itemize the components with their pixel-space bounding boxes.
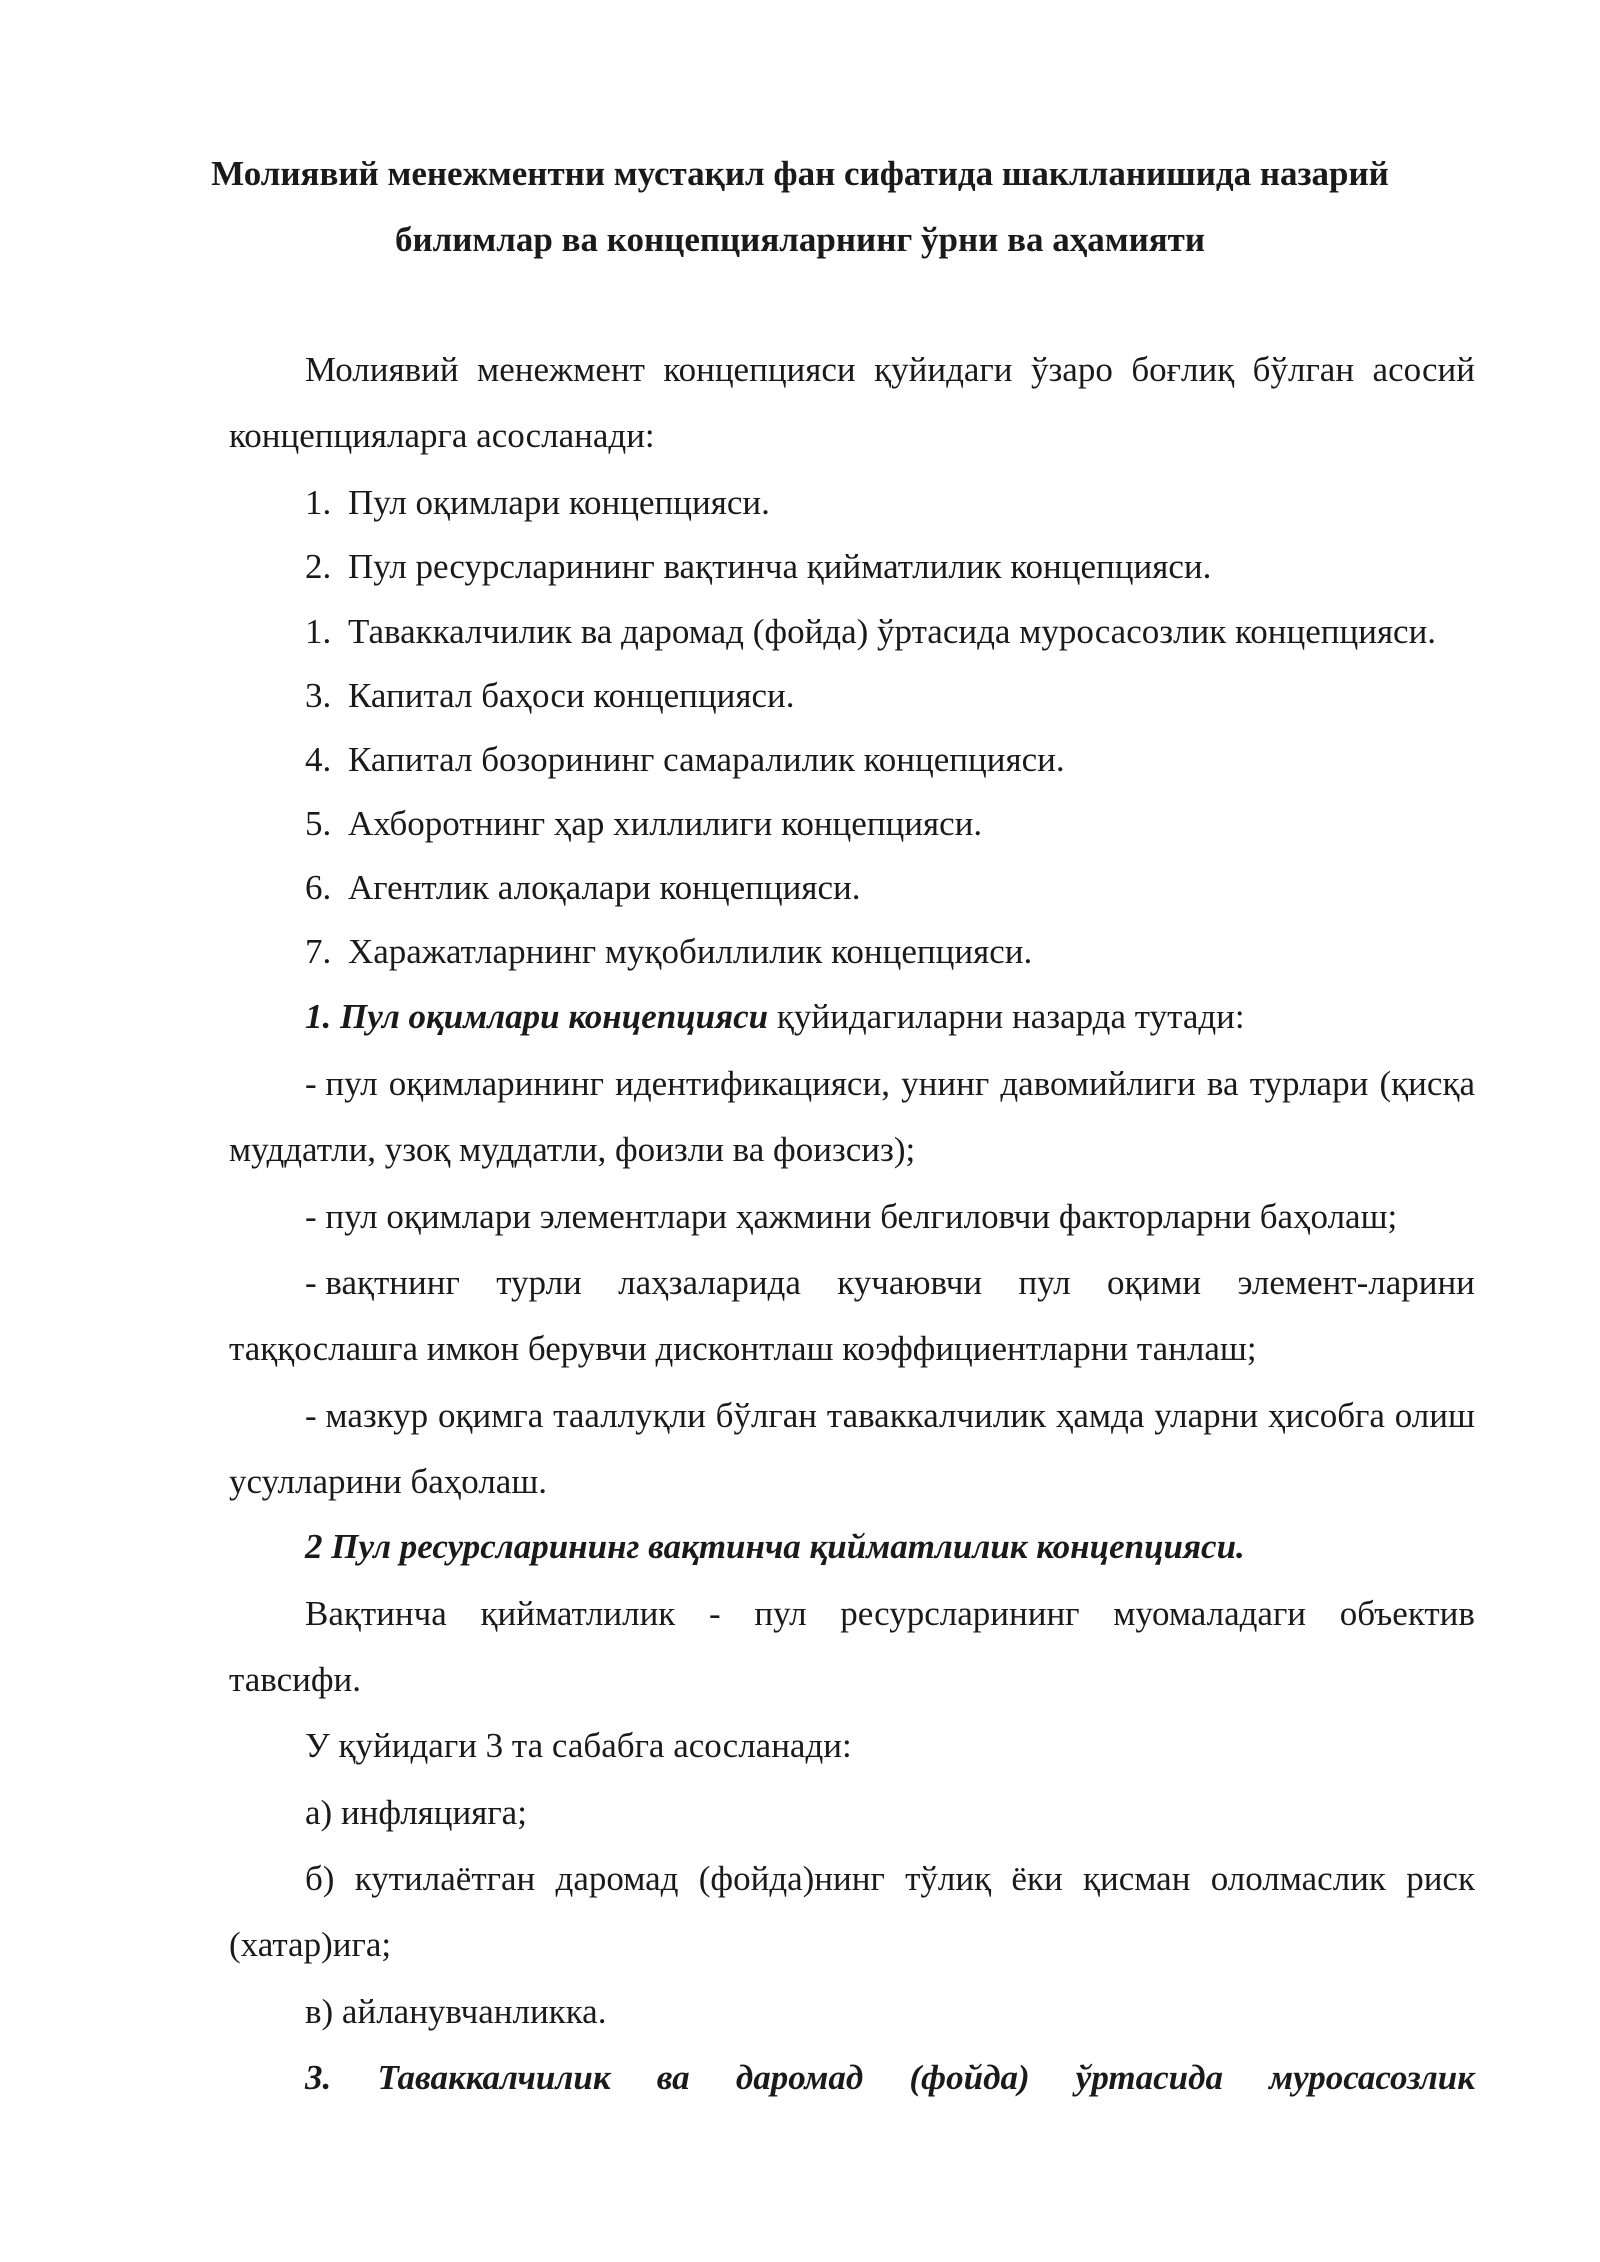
word: - bbox=[709, 1594, 721, 1633]
word: ҳисобга bbox=[1267, 1396, 1385, 1435]
word: - пул bbox=[305, 1064, 378, 1103]
word: асосий bbox=[1372, 350, 1475, 389]
list-item-text: Пул оқимлари концепцияси. bbox=[348, 483, 770, 522]
list-item-number: 2. bbox=[305, 547, 332, 586]
word: ва bbox=[656, 2058, 690, 2097]
word: концепцияси bbox=[663, 350, 856, 389]
section-2-paragraph-1-line-2: тавсифи. bbox=[229, 1660, 362, 1699]
list-item-text: Ахборотнинг ҳар хиллилиги концепцияси. bbox=[348, 804, 983, 843]
intro-paragraph-line-1 bbox=[305, 348, 1475, 392]
word: бўлган bbox=[1252, 350, 1355, 389]
word: пул bbox=[754, 1594, 807, 1633]
section-3-heading bbox=[305, 2056, 1475, 2100]
word: кутилаётган bbox=[354, 1859, 536, 1898]
section-1-item-4-line-2: усулларини баҳолаш. bbox=[229, 1462, 548, 1501]
word: давомийлиги bbox=[1000, 1064, 1196, 1103]
document-title-line-1: Молиявий менежментни мустақил фан сифатида шаклланишида назарий bbox=[211, 154, 1389, 193]
word: даромад bbox=[735, 2058, 864, 2097]
word: тўлиқ bbox=[905, 1859, 992, 1898]
section-2-heading: 2 Пул ресурсларининг вақтинча қийматлилик концепцияси. bbox=[305, 1527, 1245, 1566]
word: даромад bbox=[555, 1859, 679, 1898]
word: ва bbox=[1206, 1064, 1239, 1103]
section-1-heading-bold: 1. Пул оқимлари концепцияси bbox=[305, 997, 769, 1036]
list-item bbox=[305, 610, 1436, 654]
intro-paragraph-line-2: концепцияларга асосланади: bbox=[229, 416, 655, 455]
word: ўзаро bbox=[1030, 350, 1113, 389]
word: (фойда)нинг bbox=[698, 1859, 885, 1898]
section-2-item-b-line-1 bbox=[305, 1857, 1475, 1901]
list-item-number: 6. bbox=[305, 868, 332, 907]
word: идентификацияси, bbox=[615, 1064, 890, 1103]
word: Вақтинча bbox=[305, 1594, 447, 1633]
word: 3. bbox=[305, 2058, 332, 2097]
section-1-item-2: - пул оқимлари элементлари ҳажмини белгиловчи факторларни баҳолаш; bbox=[305, 1197, 1398, 1236]
word: таваккалчилик bbox=[826, 1396, 1047, 1435]
word: пул bbox=[1018, 1263, 1071, 1302]
section-2-item-b-line-2: (хатар)ига; bbox=[229, 1925, 392, 1964]
list-item-text: Пул ресурсларининг вақтинча қийматлилик концепцияси. bbox=[348, 547, 1212, 586]
word: (фойда) bbox=[909, 2058, 1030, 2097]
list-item bbox=[305, 545, 1211, 589]
word: (қисқа bbox=[1379, 1064, 1475, 1103]
word: тааллуқли bbox=[553, 1396, 706, 1435]
list-item bbox=[305, 738, 1065, 782]
word: қийматлилик bbox=[480, 1594, 676, 1633]
word: турли bbox=[496, 1263, 582, 1302]
word: Молиявий bbox=[305, 350, 459, 389]
list-item bbox=[305, 866, 860, 910]
word: қуйидаги bbox=[874, 350, 1013, 389]
section-2-paragraph-2: У қуйидаги 3 та сабабга асосланади: bbox=[305, 1726, 852, 1765]
word: муомаладаги bbox=[1113, 1594, 1307, 1633]
list-item-number: 1. bbox=[305, 612, 332, 651]
word: боғлиқ bbox=[1131, 350, 1235, 389]
word: объектив bbox=[1339, 1594, 1475, 1633]
word: уларни bbox=[1154, 1396, 1259, 1435]
word: ҳамда bbox=[1055, 1396, 1145, 1435]
word: элемент-ларини bbox=[1237, 1263, 1475, 1302]
word: муросасозлик bbox=[1269, 2058, 1475, 2097]
list-item-text: Таваккалчилик ва даромад (фойда) ўртасида муросасозлик концепцияси. bbox=[348, 612, 1437, 651]
word: ўртасида bbox=[1075, 2058, 1223, 2097]
section-1-heading bbox=[305, 995, 1245, 1039]
list-item-text: Капитал баҳоси концепцияси. bbox=[348, 676, 795, 715]
section-1-item-1-line-1 bbox=[305, 1062, 1475, 1106]
list-item-number: 3. bbox=[305, 676, 332, 715]
list-item-number: 4. bbox=[305, 740, 332, 779]
word: ёки bbox=[1011, 1859, 1063, 1898]
word: ресурсларининг bbox=[840, 1594, 1080, 1633]
section-1-item-1-line-2: муддатли, узоқ муддатли, фоизли ва фоизсиз); bbox=[229, 1130, 916, 1169]
word: - вақтнинг bbox=[305, 1263, 460, 1302]
section-2-paragraph-1-line-1 bbox=[305, 1592, 1475, 1636]
word: риск bbox=[1406, 1859, 1475, 1898]
section-2-item-c: в) айланувчанликка. bbox=[305, 1992, 607, 2031]
list-item-text: Агентлик алоқалари концепцияси. bbox=[348, 868, 861, 907]
section-1-item-3-line-2: таққослашга имкон берувчи дисконтлаш коэффициентларни танлаш; bbox=[229, 1329, 1257, 1368]
document-title-line-2: билимлар ва концепцияларнинг ўрни ва аҳамияти bbox=[394, 220, 1206, 259]
word: унинг bbox=[901, 1064, 990, 1103]
list-item-text: Капитал бозорининг самаралилик концепцияси. bbox=[348, 740, 1065, 779]
list-item-number: 5. bbox=[305, 804, 332, 843]
word: оқимларининг bbox=[388, 1064, 604, 1103]
word: олиш bbox=[1394, 1396, 1475, 1435]
word: б) bbox=[305, 1859, 335, 1898]
word: турлари bbox=[1249, 1064, 1369, 1103]
word: Таваккалчилик bbox=[377, 2058, 611, 2097]
list-item-number: 7. bbox=[305, 932, 332, 971]
word: қисман bbox=[1082, 1859, 1191, 1898]
word: бўлган bbox=[715, 1396, 818, 1435]
list-item bbox=[305, 674, 794, 718]
word: менежмент bbox=[477, 350, 645, 389]
word: лаҳзаларида bbox=[618, 1263, 801, 1302]
word: ололмаслик bbox=[1210, 1859, 1386, 1898]
list-item bbox=[305, 802, 982, 846]
list-item bbox=[305, 930, 1032, 974]
section-1-item-4-line-1 bbox=[305, 1394, 1475, 1438]
word: - мазкур bbox=[305, 1396, 429, 1435]
word: оқимга bbox=[438, 1396, 544, 1435]
section-1-item-3-line-1 bbox=[305, 1261, 1475, 1305]
section-1-heading-rest: қуйидагиларни назарда тутади: bbox=[768, 997, 1245, 1036]
list-item-number: 1. bbox=[305, 483, 332, 522]
word: оқими bbox=[1106, 1263, 1202, 1302]
list-item bbox=[305, 481, 770, 525]
word: кучаювчи bbox=[837, 1263, 983, 1302]
section-2-item-a: а) инфляцияга; bbox=[305, 1793, 527, 1832]
list-item-text: Харажатларнинг муқобиллилик концепцияси. bbox=[348, 932, 1033, 971]
